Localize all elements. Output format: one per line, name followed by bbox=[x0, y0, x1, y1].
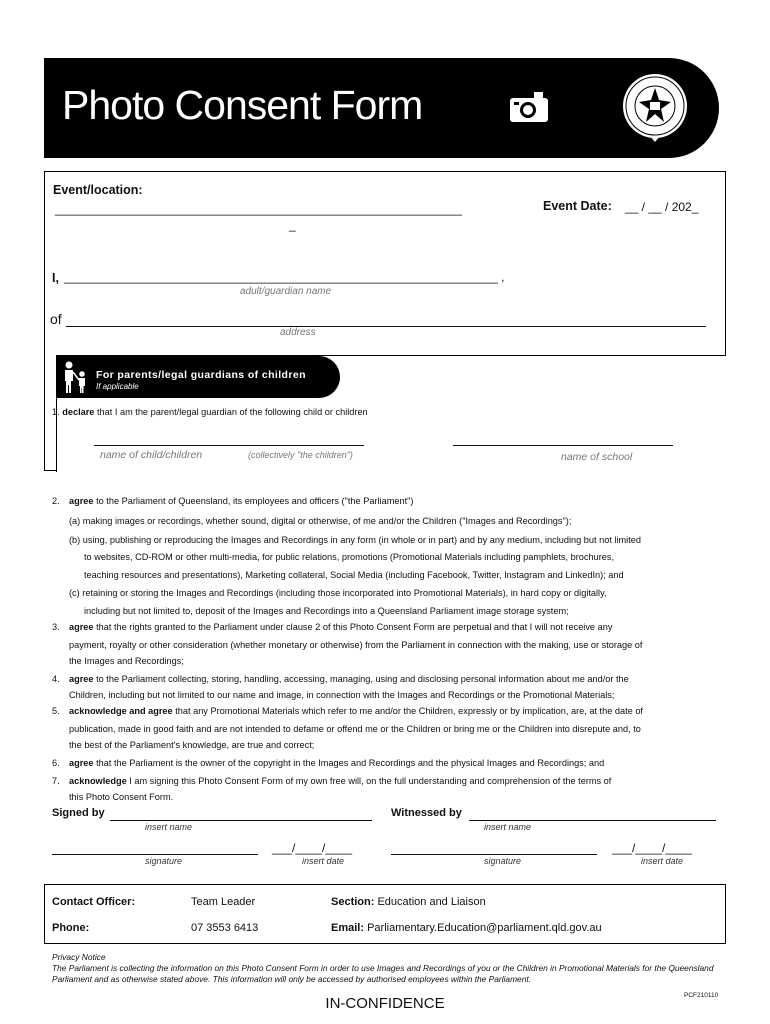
parliament-seal bbox=[616, 72, 694, 149]
term-line bbox=[52, 755, 604, 772]
term-line bbox=[52, 737, 314, 754]
witness-date-field[interactable]: ___/____/____ bbox=[612, 841, 693, 855]
term-text: including but not limited to, deposit of the Images and Recordings into a Queensland Parliament image storage system; bbox=[84, 606, 569, 616]
term-text: I am signing this Photo Consent Form of my own free will, on the full understanding and comprehension of the terms of bbox=[126, 776, 612, 786]
email-label: Email: bbox=[331, 922, 365, 934]
signed-by-name-field[interactable] bbox=[110, 820, 372, 821]
witness-date-caption: insert date bbox=[641, 856, 684, 866]
event-date-label: Event Date: bbox=[543, 199, 612, 213]
term-line bbox=[52, 513, 571, 530]
contact-officer-label: Contact Officer: bbox=[52, 896, 136, 908]
term-number: 6. bbox=[52, 758, 60, 768]
witness-signature-caption: signature bbox=[484, 856, 522, 866]
signer-date-field[interactable]: ___/____/____ bbox=[272, 841, 353, 855]
privacy-text: The Parliament is collecting the information on this Photo Consent Form in order to use Images and Recordings of you or the Children in Promotional Materials for the Queensland Parliament and as otherwise stated above. This information will only be accessed by authorised employees within the Parliament. bbox=[52, 963, 714, 984]
term-number: 3. bbox=[52, 622, 60, 632]
address-caption: address bbox=[280, 327, 316, 338]
term-number: 5. bbox=[52, 706, 60, 716]
item-number: 1. bbox=[52, 407, 60, 417]
term-line bbox=[52, 687, 614, 704]
term-line bbox=[52, 637, 642, 654]
term-text: to websites, CD-ROM or other multi-media, for public relations, promotions (Promotional Materials including pamphlets, brochures, bbox=[84, 552, 615, 562]
term-text: to the Parliament of Queensland, its employees and officers ("the Parliament") bbox=[93, 496, 414, 506]
event-location-field-tail: _ bbox=[289, 218, 296, 232]
term-verb: agree bbox=[69, 622, 94, 632]
term-text: the Images and Recordings; bbox=[69, 656, 184, 666]
term-text: payment, royalty or other consideration (whether monetary or otherwise) from the Parliament in connection with the making, use or storage of bbox=[69, 640, 643, 650]
term-verb: acknowledge and agree bbox=[69, 706, 173, 716]
guardian-subtitle: If applicable bbox=[96, 382, 139, 391]
email-value[interactable]: Parliamentary.Education@parliament.qld.gov.au bbox=[367, 922, 602, 934]
form-code: PCF210110 bbox=[684, 992, 719, 999]
contact-officer-value: Team Leader bbox=[191, 896, 256, 908]
term-text: the best of the Parliament's knowledge, are true and correct; bbox=[69, 740, 315, 750]
term-text: Children, including but not limited to our name and image, in connection with the Images and Recordings or the Promotional Materials; bbox=[69, 690, 615, 700]
term-text: that the rights granted to the Parliament under clause 2 of this Photo Consent Form are perpetual and that I will not receive any bbox=[93, 622, 613, 632]
term-text: this Photo Consent Form. bbox=[69, 792, 174, 802]
term-verb: acknowledge bbox=[69, 776, 127, 786]
term-line bbox=[52, 721, 641, 738]
signed-by-label: Signed by bbox=[52, 807, 105, 819]
section-line bbox=[331, 896, 486, 908]
adult-guardian-name-field[interactable]: _________________________________________________________________ , bbox=[64, 270, 505, 284]
signer-date-caption: insert date bbox=[302, 856, 345, 866]
event-location-label: Event/location: bbox=[53, 183, 143, 197]
item-text: that I am the parent/legal guardian of the following child or children bbox=[94, 407, 368, 417]
term-text: (a) making images or recordings, whether sound, digital or otherwise, of me and/or the Children ("Images and Recordings"); bbox=[69, 516, 572, 526]
footer-classification: IN-CONFIDENCE bbox=[325, 995, 445, 1012]
signed-insert-name-caption: insert name bbox=[145, 822, 193, 832]
i-label: I, bbox=[52, 271, 59, 285]
term-verb: agree bbox=[69, 758, 94, 768]
term-line bbox=[52, 773, 611, 790]
adult-guardian-caption: adult/guardian name bbox=[240, 286, 332, 297]
signer-signature-field[interactable] bbox=[52, 854, 258, 855]
school-name-caption: name of school bbox=[561, 451, 633, 463]
term-line bbox=[52, 703, 643, 720]
page-title: Photo Consent Form bbox=[62, 82, 423, 128]
witness-signature-field[interactable] bbox=[391, 854, 597, 855]
term-line bbox=[52, 619, 612, 636]
parent-child-icon bbox=[61, 360, 91, 399]
term-text: that any Promotional Materials which refer to me and/or the Children, expressly or by implication, are, at the date of bbox=[172, 706, 643, 716]
child-name-field[interactable] bbox=[94, 445, 364, 446]
term-text: (b) using, publishing or reproducing the Images and Recordings in any form (in whole or in part) and by any medium, including but not limited bbox=[69, 535, 641, 545]
term-number: 4. bbox=[52, 674, 60, 684]
term-number: 2. bbox=[52, 496, 60, 506]
term-line bbox=[52, 603, 569, 620]
term-verb: agree bbox=[69, 496, 94, 506]
guardian-title: For parents/legal guardians of children bbox=[96, 369, 306, 381]
term-line bbox=[52, 671, 629, 688]
address-field[interactable] bbox=[66, 326, 706, 327]
term-line bbox=[52, 585, 607, 602]
witness-name-field[interactable] bbox=[469, 820, 716, 821]
collective-caption: (collectively "the children") bbox=[248, 450, 353, 460]
witness-insert-name-caption: insert name bbox=[484, 822, 532, 832]
item-verb: declare bbox=[62, 407, 95, 417]
privacy-title: Privacy Notice bbox=[52, 952, 106, 962]
of-label: of bbox=[50, 311, 62, 327]
term-text: to the Parliament collecting, storing, handling, accessing, managing, using and disclosing personal information about me and/or the bbox=[93, 674, 629, 684]
term-line bbox=[52, 653, 184, 670]
email-line bbox=[331, 922, 602, 934]
term-line bbox=[52, 549, 614, 566]
child-name-caption: name of child/children bbox=[100, 449, 203, 461]
section-label: Section: bbox=[331, 896, 375, 908]
term-text: (c) retaining or storing the Images and Recordings (including those incorporated into Promotional Materials), in hard copy or digitally, bbox=[69, 588, 607, 598]
term-line bbox=[52, 493, 413, 510]
camera-icon bbox=[507, 90, 551, 129]
term-text: publication, made in good faith and are not intended to defame or offend me or the Children or bring me or the Children into disrepute and, to bbox=[69, 724, 641, 734]
school-name-field[interactable] bbox=[453, 445, 673, 446]
term-number: 7. bbox=[52, 776, 60, 786]
term-text: teaching resources and presentations), Marketing collateral, Social Media (including Facebook, Twitter, Instagram and LinkedIn); and bbox=[84, 570, 624, 580]
phone-value: 07 3553 6413 bbox=[191, 922, 259, 934]
event-location-field[interactable]: _____________________________________________________________ bbox=[55, 202, 463, 216]
term-text: that the Parliament is the owner of the copyright in the Images and Recordings and the physical Images and Recordings; and bbox=[93, 758, 605, 768]
contact-section bbox=[44, 884, 726, 944]
declare-item bbox=[52, 404, 368, 421]
term-verb: agree bbox=[69, 674, 94, 684]
phone-label: Phone: bbox=[52, 922, 90, 934]
section-value: Education and Liaison bbox=[377, 896, 486, 908]
term-line bbox=[52, 789, 173, 806]
event-date-field[interactable]: __ / __ / 202_ bbox=[625, 200, 699, 214]
signer-signature-caption: signature bbox=[145, 856, 183, 866]
term-line bbox=[52, 567, 624, 584]
witnessed-by-label: Witnessed by bbox=[391, 807, 462, 819]
term-line bbox=[52, 532, 641, 549]
